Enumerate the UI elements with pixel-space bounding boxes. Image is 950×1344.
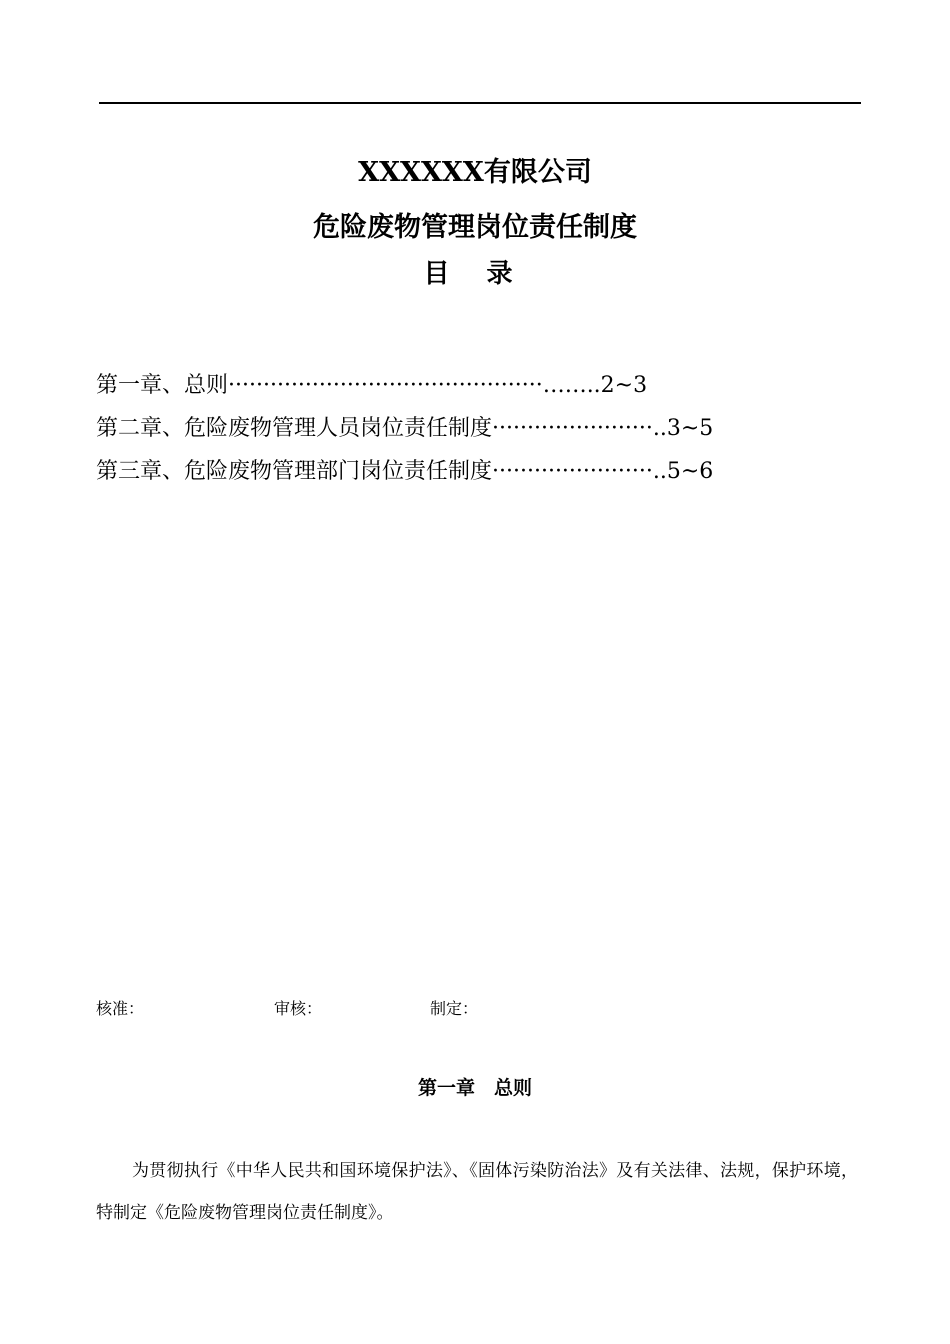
header-rule <box>99 102 861 104</box>
signature-row <box>96 996 856 1020</box>
chapter-paragraph: 为贯彻执行《中华人民共和国环境保护法》、《固体污染防治法》及有关法律、法规，保护环境，特制定《危险废物管理岗位责任制度》。 <box>96 1161 858 1223</box>
approve-label: 核准： <box>96 999 145 1018</box>
review-label: 审核： <box>274 999 323 1018</box>
document-title: 危险废物管理岗位责任制度 <box>313 212 637 243</box>
prepare-label: 制定： <box>430 999 479 1018</box>
toc-entry-chapter-1[interactable]: 第一章、总则·············································……..2~3 <box>96 373 648 398</box>
toc-title: 目 录 <box>423 259 527 289</box>
table-of-contents <box>96 366 796 495</box>
company-name: XXXXXX有限公司 <box>358 157 592 188</box>
chapter-heading: 第一章 总则 <box>417 1077 532 1099</box>
toc-entry-chapter-2[interactable]: 第二章、危险废物管理人员岗位责任制度·······················..3~5 <box>96 416 714 441</box>
toc-entry-chapter-3[interactable]: 第三章、危险废物管理部门岗位责任制度·······················..5~6 <box>96 459 714 484</box>
